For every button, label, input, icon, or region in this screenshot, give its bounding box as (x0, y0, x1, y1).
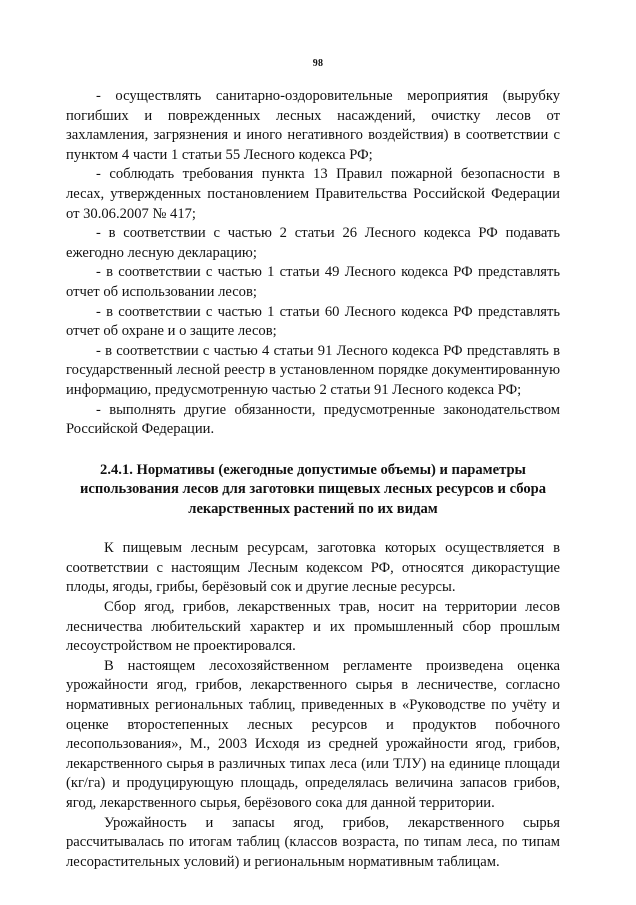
list-item: - в соответствии с частью 4 статьи 91 Лесного кодекса РФ представлять в государственный лесной реестр в установленном порядке документированную информацию, предусмотренную частью 2 статьи 91 Лесного кодекса РФ; (66, 342, 560, 398)
paragraph: К пищевым лесным ресурсам, заготовка которых осуществляется в соответствии с настоящим Лесным кодексом РФ, относятся дикорастущие плоды, ягоды, грибы, берёзовый сок и другие лесные ресурсы. (66, 540, 560, 596)
list-item: - выполнять другие обязанности, предусмотренные законодательством Российской Федерации. (66, 401, 560, 438)
paragraph: В настоящем лесохозяйственном регламенте произведена оценка урожайности ягод, грибов, лекарственного сырья в лесничестве, согласно нормативных региональных таблиц, приведенных в «Руководстве по учёту и оценке второстепенных лесных ресурсов и продуктов побочного лесопользования», М., 2003 Исходя из средней урожайности ягод, грибов, лекарственного сырья в различных типах леса (или ТЛУ) на единице площади (кг/га) и продуцирующую площадь, определялась величина запасов грибов, ягод, лекарственного сырья, берёзового сока для данной территории. (66, 657, 560, 811)
list-item: - соблюдать требования пункта 13 Правил пожарной безопасности в лесах, утвержденных постановлением Правительства Российской Федерации от 30.06.2007 № 417; (66, 166, 560, 222)
paragraph: Сбор ягод, грибов, лекарственных трав, носит на территории лесов лесничества любительский характер и их промышленный сбор прошлым лесоустройством не проектировался. (66, 598, 560, 655)
list-item: - в соответствии с частью 2 статьи 26 Лесного кодекса РФ подавать ежегодно лесную декларацию; (66, 225, 560, 261)
page-content (66, 87, 560, 872)
section-heading: 2.4.1. Нормативы (ежегодные допустимые объемы) и параметры использования лесов для заготовки пищевых лесных ресурсов и сбора лекарственных растений по их видам (79, 461, 547, 517)
list-item: - в соответствии с частью 1 статьи 60 Лесного кодекса РФ представлять отчет об охране и о защите лесов; (66, 303, 560, 340)
list-item: - в соответствии с частью 1 статьи 49 Лесного кодекса РФ представлять отчет об использовании лесов; (66, 264, 560, 300)
paragraph: Урожайность и запасы ягод, грибов, лекарственного сырья рассчитывалась по итогам таблиц (классов возраста, по типам леса, по типам лесорастительных условий) и региональным нормативным таблицам. (66, 814, 560, 870)
page-number: 98 (312, 58, 324, 69)
list-item: - осуществлять санитарно-оздоровительные мероприятия (вырубку погибших и поврежденных лесных насаждений, очистку лесов от захламления, загрязнения и иного негативного воздействия) в соответствии с пунктом 4 части 1 статьи 55 Лесного кодекса РФ; (66, 88, 560, 163)
section-body (66, 539, 560, 872)
obligations-list (66, 87, 560, 440)
